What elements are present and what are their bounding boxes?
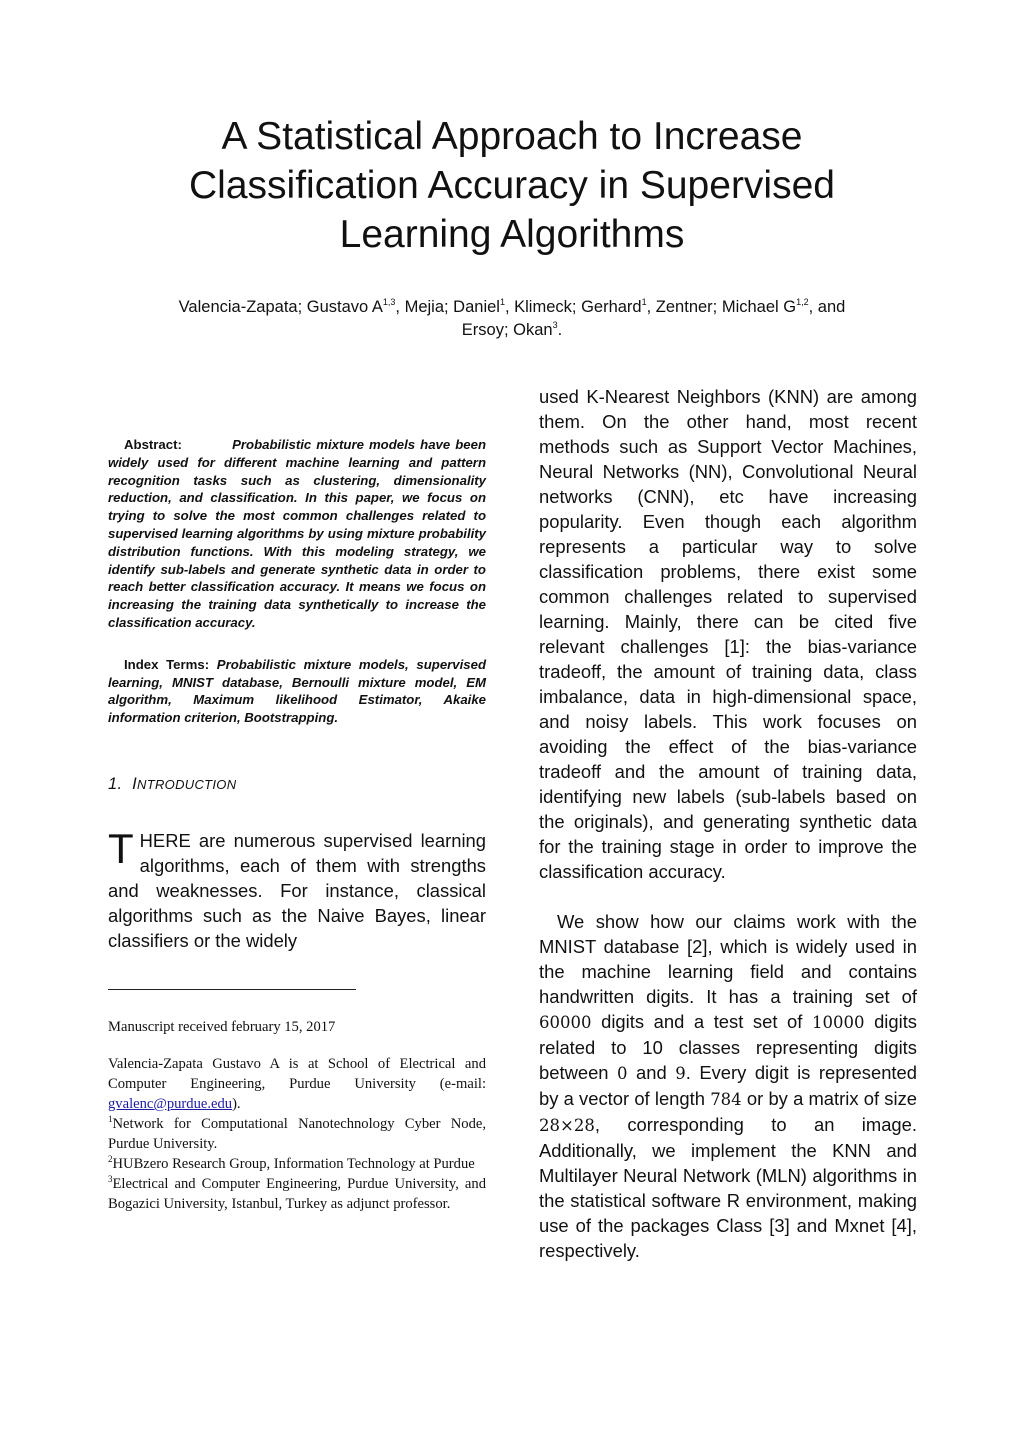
abstract [108, 436, 486, 632]
author-list [100, 296, 924, 342]
number-digit-max: 9 [675, 1064, 686, 1083]
text-run: , corresponding to an image. Additionally, we implement the KNN and Multilayer Neural Network (MLN) algorithms in the statistical software R environment, making use of the packages Class [3] and Mxnet [4], respectively. [539, 1114, 917, 1261]
index-terms [108, 656, 486, 727]
index-terms-text: Probabilistic mixture models, supervised learning, MNIST database, Bernoulli mixture model, EM algorithm, Maximum likelihood Estimator, Akaike information criterion, Bootstrapping. [108, 656, 487, 726]
author-name: Mejia; Daniel [404, 298, 500, 316]
author-affiliation: 1,2 [796, 297, 809, 307]
footnote-affiliation [108, 1114, 486, 1154]
right-column [539, 384, 917, 1263]
intro-paragraph-continued: used K-Nearest Neighbors (KNN) are among them. On the other hand, most recent methods such as Support Vector Machines, Neural Networks (NN), Convolutional Neural networks (CNN), etc have increasing popularity. Even though each algorithm represents a particular way to solve classification problems, there exist some common challenges related to supervised learning. Mainly, there can be cited five relevant challenges [1]: the bias-variance tradeoff, the amount of training data, class imbalance, data in high-dimensional space, and noisy labels. This work focuses on avoiding the effect of the bias-variance tradeoff and the amount of training data, identifying new labels (sub-labels based on the originals), and generating synthetic data for the training stage in order to improve the classification accuracy. [539, 386, 917, 882]
paper-title: A Statistical Approach to Increase Classification Accuracy in Supervised Learning Algorithms [189, 115, 835, 256]
footnote-author-text: Valencia-Zapata Gustavo A is at School of Electrical and Computer Engineering, Purdue University (e-mail: [108, 1055, 486, 1092]
author-separator: , and [808, 298, 846, 316]
intro-paragraph [108, 824, 486, 953]
footnote-marker: 1 [108, 1113, 113, 1124]
section-number: 1. [108, 774, 123, 793]
author-name: Klimeck; Gerhard [514, 298, 642, 316]
author-affiliation: 1 [499, 297, 505, 307]
footnote-affiliation [108, 1174, 486, 1214]
author-affiliation: 3 [552, 320, 558, 330]
footnote-affiliation-text: Network for Computational Nanotechnology Cyber Node, Purdue University. [108, 1115, 486, 1152]
author-name: Ersoy; Okan [461, 321, 553, 339]
number-test-set: 10000 [811, 1013, 865, 1032]
email-link[interactable]: gvalenc@purdue.edu [108, 1095, 233, 1112]
drop-cap: T [108, 824, 134, 872]
text-run: digits and a test set of [591, 1011, 812, 1032]
author-separator: , [504, 298, 515, 316]
mnist-paragraph [539, 909, 917, 1263]
footnote-author-end: ). [232, 1095, 241, 1112]
author-separator: . [557, 321, 563, 339]
author-affiliation: 1 [641, 297, 647, 307]
author-name: Zentner; Michael G [655, 298, 797, 316]
author-separator: , [646, 298, 656, 316]
text-run: digits related to 10 classes representing digits between [539, 1011, 918, 1083]
section-heading-introduction [108, 775, 486, 794]
footnote-author [108, 1054, 486, 1114]
footnote-marker: 2 [108, 1153, 113, 1164]
footnote-affiliation-text: Electrical and Computer Engineering, Purdue University, and Bogazici University, Istanbul, Turkey as adjunct professor. [108, 1175, 486, 1212]
text-run: and [627, 1062, 676, 1083]
text-run: We show how our claims work with the MNIST database [2], which is widely used in the machine learning field and contains handwritten digits. It has a training set of [539, 911, 917, 1007]
text-run: . Every digit is represented by a vector of length [539, 1062, 917, 1109]
number-digit-min: 0 [617, 1064, 628, 1083]
author-affiliation: 1,3 [382, 297, 396, 307]
index-terms-label: Index Terms: [124, 656, 210, 672]
number-matrix-size: 28×28 [539, 1116, 595, 1135]
left-column [108, 436, 486, 1214]
number-training-set: 60000 [539, 1013, 592, 1032]
footnote-affiliation-text: HUBzero Research Group, Information Technology at Purdue [112, 1155, 475, 1172]
number-vector-length: 784 [710, 1090, 742, 1109]
section-initial: I [132, 774, 138, 793]
footnote-received: Manuscript received february 15, 2017 [108, 1018, 336, 1035]
text-run: or by a matrix of size [741, 1088, 917, 1109]
abstract-label: Abstract: [124, 437, 182, 452]
footnote-divider [108, 989, 356, 990]
author-name: Valencia-Zapata; Gustavo A [178, 298, 383, 316]
footnote-affiliation [108, 1154, 486, 1174]
intro-text-left: HERE are numerous supervised learning algorithms, each of them with strengths and weaknesses. For instance, classical algorithms such as the Naive Bayes, linear classifiers or the widely [108, 829, 486, 951]
section-title-rest: NTRODUCTION [137, 776, 237, 792]
author-separator: , [395, 298, 405, 316]
footnote-marker: 3 [108, 1173, 113, 1184]
abstract-text: Probabilistic mixture models have been widely used for different machine learning and pattern recognition tasks such as clustering, dimensionality reduction, and classification. In this paper, we focus on trying to solve the most common challenges related to supervised learning algorithms by using mixture probability distribution functions. With this modeling strategy, we identify sub-labels and generate synthetic data in order to reach better classification accuracy. It means we focus on increasing the training data synthetically to increase the classification accuracy. [108, 437, 487, 630]
